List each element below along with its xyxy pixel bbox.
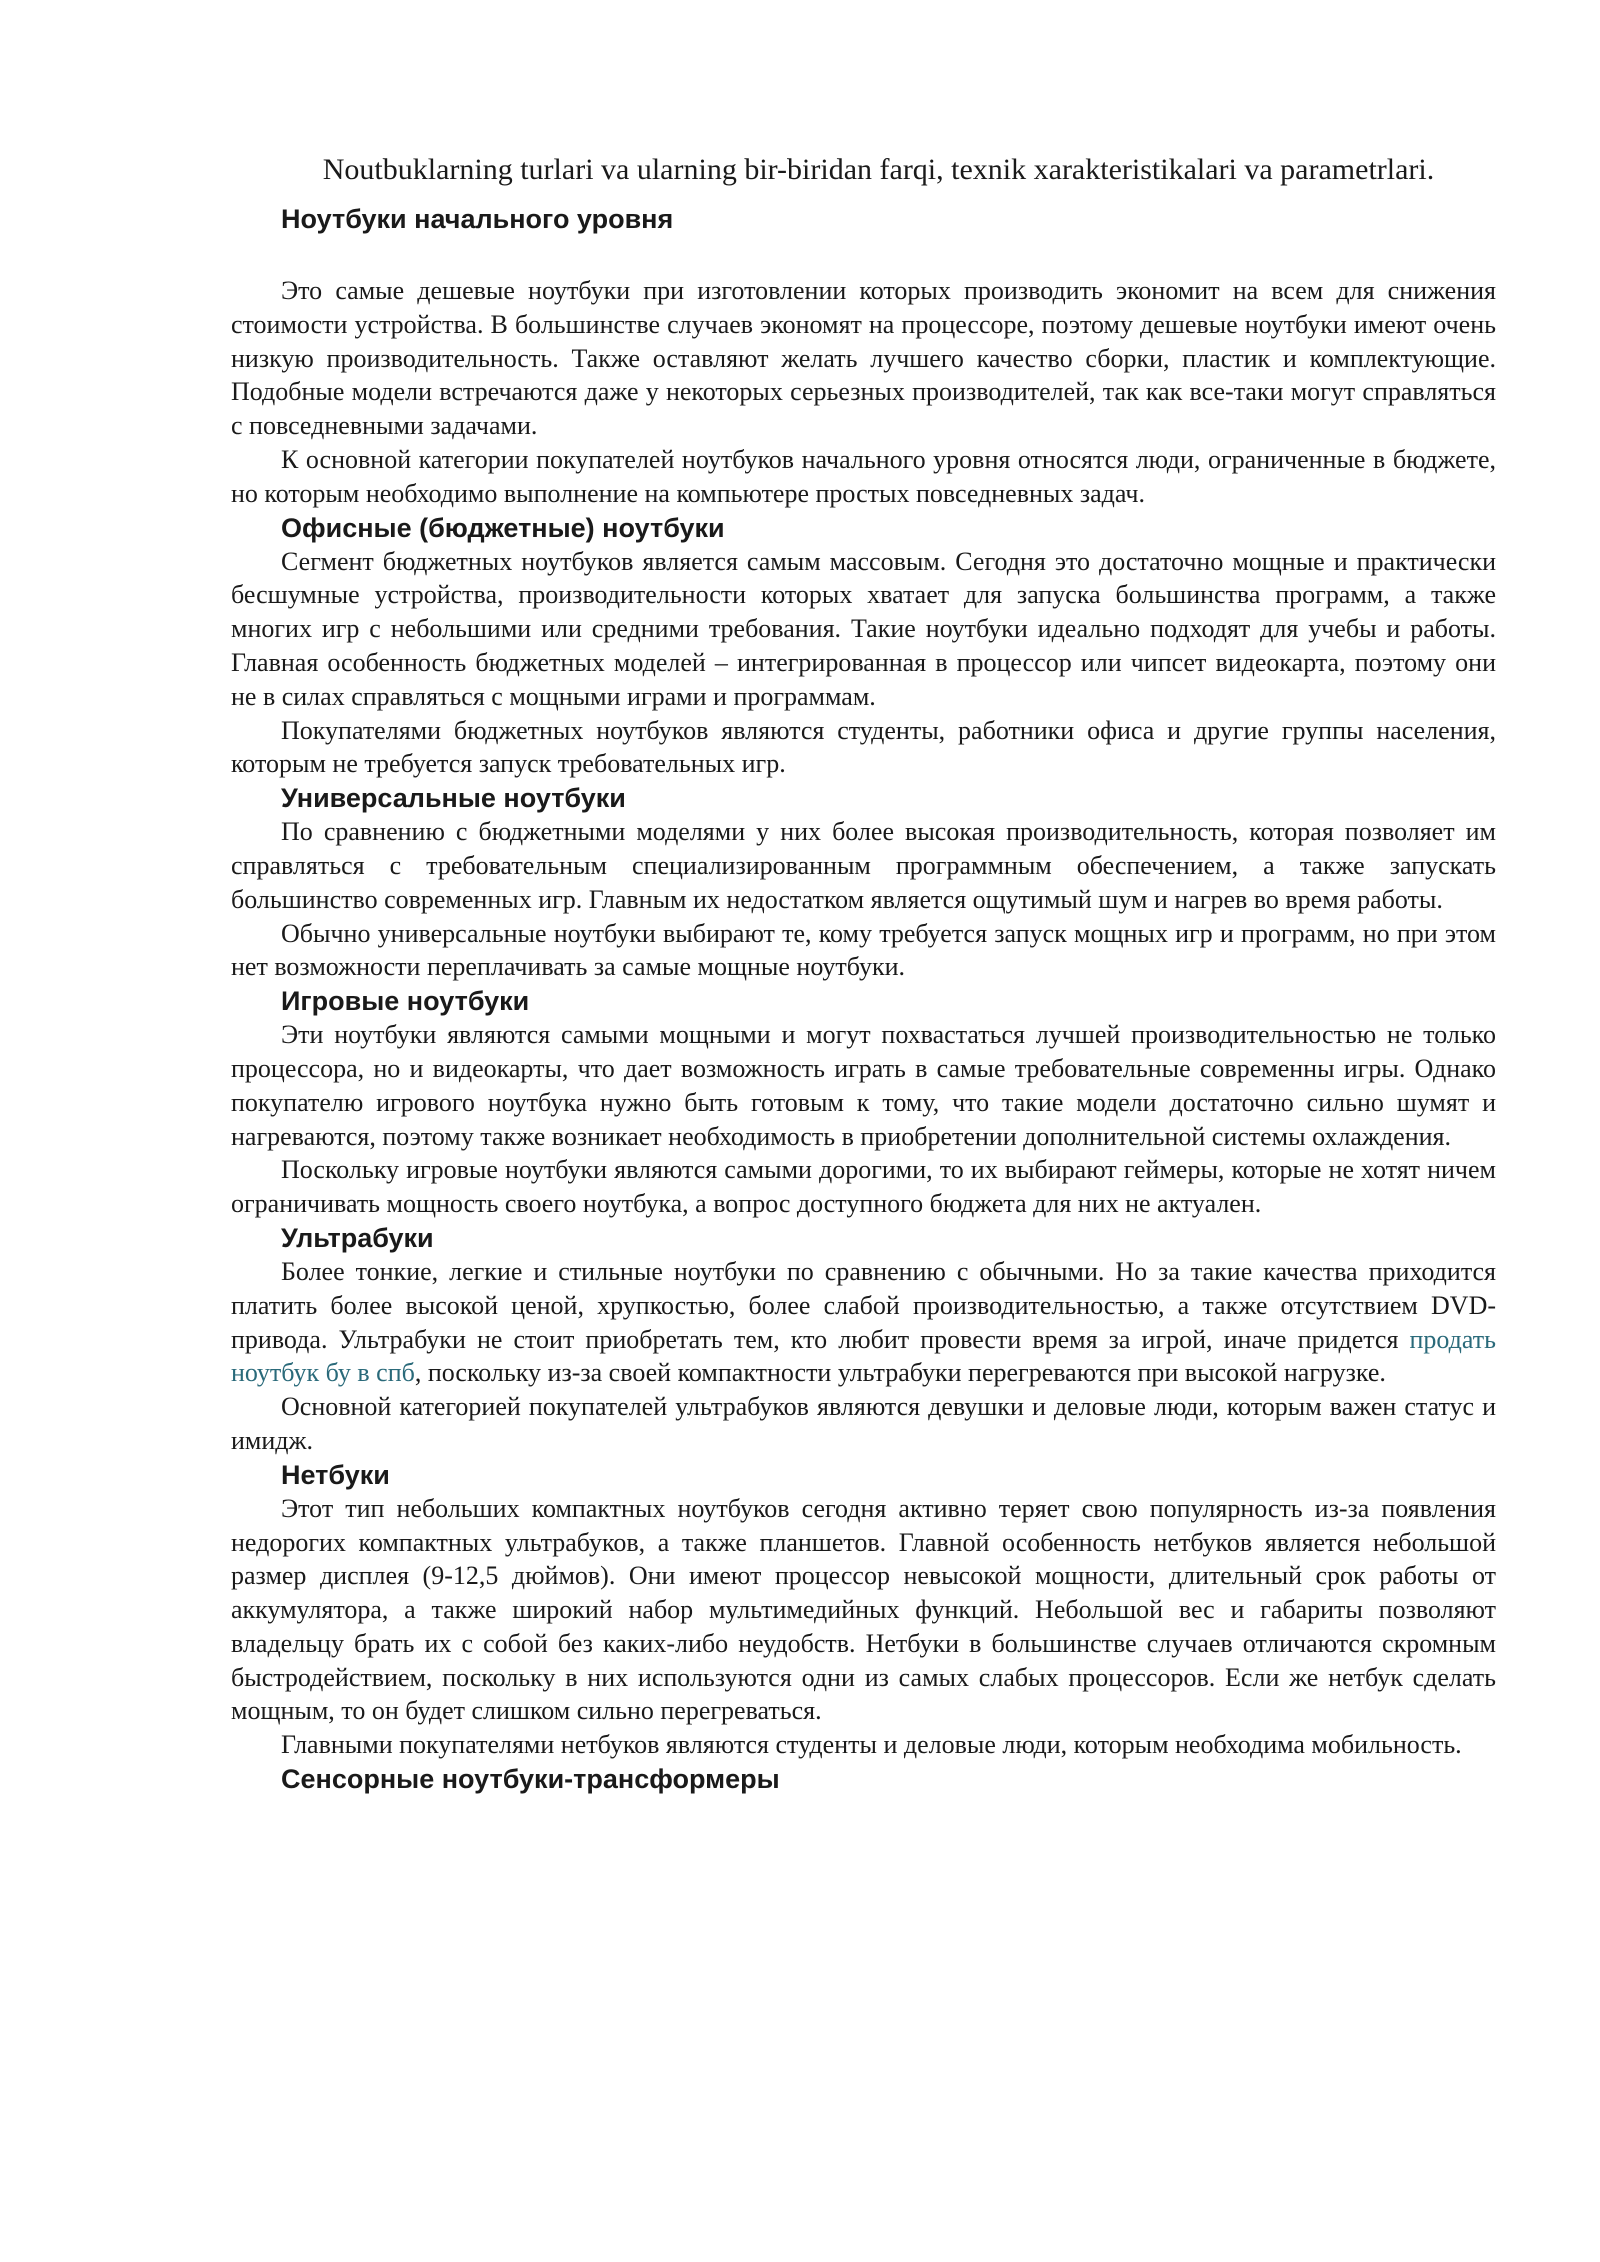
section-heading-convertibles: Сенсорные ноутбуки-трансформеры bbox=[281, 1764, 780, 1795]
paragraph: Эти ноутбуки являются самыми мощными и могут похвастаться лучшей производительностью не только процессора, но и видеокарты, что дает возможность играть в самые требовательные современны игры. Однако покупателю игрового ноутбука нужно быть готовым к тому, что такие модели достаточно сильно шумят и нагреваются, поэтому также возникает необходимость в приобретении дополнительной системы охлаждения. bbox=[231, 1020, 1496, 1151]
paragraph: Обычно универсальные ноутбуки выбирают те, кому требуется запуск мощных игр и программ, но при этом нет возможности переплачивать за самые мощные ноутбуки. bbox=[231, 918, 1496, 982]
paragraph: Сегмент бюджетных ноутбуков является самым массовым. Сегодня это достаточно мощные и практически бесшумные устройства, производительности которых хватает для запуска большинства программ, а также многих игр с небольшими или средними требования. Такие ноутбуки идеально подходят для учебы и работы. Главная особенность бюджетных моделей – интегрированная в процессор или чипсет видеокарта, поэтому они не в силах справляться с мощными играми и программам. bbox=[231, 546, 1496, 711]
paragraph-text: Более тонкие, легкие и стильные ноутбуки по сравнению с обычными. Но за такие качества приходится платить более высокой ценой, хрупкостью, более слабой производительностью, а также отсутствием DVD-привода. Ультрабуки не стоит приобретать тем, кто любит провести время за игрой, иначе придется bbox=[231, 1256, 1496, 1354]
document-content bbox=[231, 150, 1496, 1796]
paragraph: Это самые дешевые ноутбуки при изготовлении которых производить экономит на всем для снижения стоимости устройства. В большинстве случаев экономят на процессоре, поэтому дешевые ноутбуки имеют очень низкую производительность. Также оставляют желать лучшего качество сборки, пластик и комплектующие. Подобные модели встречаются даже у некоторых серьезных производителей, так как все-таки могут справляться с повседневными задачами. bbox=[231, 276, 1496, 441]
document-title: Noutbuklarning turlari va ularning bir-biridan farqi, texnik xarakteristikalari va parametrlari. bbox=[322, 153, 1435, 186]
paragraph-text: , поскольку из-за своей компактности ультрабуки перегреваются при высокой нагрузке. bbox=[414, 1358, 1386, 1388]
section-heading-netbooks: Нетбуки bbox=[281, 1459, 390, 1490]
paragraph: По сравнению с бюджетными моделями у них более высокая производительность, которая позволяет им справляться с требовательным специализированным программным обеспечением, а также запускать большинство современных игр. Главным их недостатком является ощутимый шум и нагрев во время работы. bbox=[231, 817, 1496, 914]
paragraph: К основной категории покупателей ноутбуков начального уровня относятся люди, ограниченные в бюджете, но которым необходимо выполнение на компьютере простых повседневных задач. bbox=[231, 444, 1496, 508]
paragraph: Покупателями бюджетных ноутбуков являются студенты, работники офиса и другие группы населения, которым не требуется запуск требовательных игр. bbox=[231, 715, 1496, 779]
section-heading-ultrabooks: Ультрабуки bbox=[281, 1222, 434, 1253]
paragraph-with-link bbox=[231, 1255, 1496, 1390]
section-heading-entry-level: Ноутбуки начального уровня bbox=[281, 204, 674, 234]
section-heading-universal: Универсальные ноутбуки bbox=[281, 783, 626, 814]
section-heading-gaming: Игровые ноутбуки bbox=[281, 986, 530, 1017]
paragraph: Поскольку игровые ноутбуки являются самыми дорогими, то их выбирают геймеры, которые не хотят ничем ограничивать мощность своего ноутбука, а вопрос доступного бюджета для них не актуален. bbox=[231, 1155, 1496, 1219]
paragraph: Этот тип небольших компактных ноутбуков сегодня активно теряет свою популярность из-за появления недорогих компактных ультрабуков, а также планшетов. Главной особенность нетбуков является небольшой размер дисплея (9-12,5 дюймов). Они имеют процессор невысокой мощности, длительный срок работы от аккумулятора, а также широкий набор мультимедийных функций. Небольшой вес и габариты позволяют владельцу брать их с собой без каких-либо неудобств. Нетбуки в большинстве случаев отличаются скромным быстродействием, поскольку в них используются одни из самых слабых процессоров. Если же нетбук сделать мощным, то он будет слишком сильно перегреваться. bbox=[231, 1493, 1496, 1726]
section-heading-office: Офисные (бюджетные) ноутбуки bbox=[281, 512, 725, 543]
paragraph: Основной категорией покупателей ультрабуков являются девушки и деловые люди, которым важен статус и имидж. bbox=[231, 1392, 1496, 1455]
paragraph: Главными покупателями нетбуков являются студенты и деловые люди, которым необходима мобильность. bbox=[281, 1730, 1462, 1760]
sell-laptop-link[interactable]: продать ноутбук бу в спб bbox=[231, 1324, 1496, 1388]
